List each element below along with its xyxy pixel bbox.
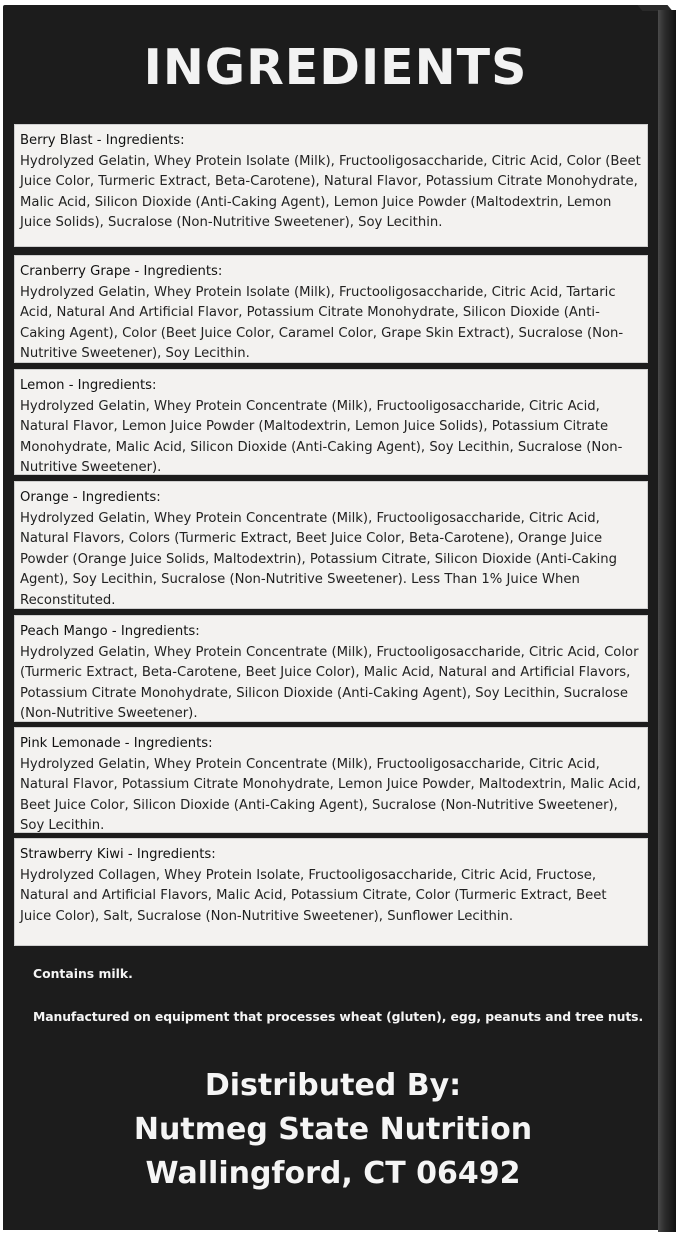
facility-note: Manufactured on equipment that processes wheat (gluten), egg, peanuts and tree nuts. — [33, 1009, 644, 1024]
distributor-company: Nutmeg State Nutrition — [133, 1112, 533, 1147]
ingredients-panel-peach-mango — [14, 615, 648, 722]
ingredients-panel-orange — [14, 481, 648, 609]
panel-text: Hydrolyzed Gelatin, Whey Protein Concentrate (Milk), Fructooligosaccharide, Citric Acid, Natural Flavor, Lemon Juice Powder (Maltodextrin, Lemon Juice Solids), Potassium Citrate Monohydrate, Malic Acid, Silicon Dioxide (Anti-Caking Agent), Soy Lecithin, Sucralose (Non-Nutritive Sweetener). — [20, 398, 623, 476]
panel-title: Pink Lemonade - Ingredients: — [20, 736, 213, 751]
ingredients-panel-berry-blast — [14, 124, 648, 247]
panel-text: Hydrolyzed Gelatin, Whey Protein Concentrate (Milk), Fructooligosaccharide, Citric Acid, Natural Flavor, Potassium Citrate Monohydrate, Lemon Juice Powder, Maltodextrin, Malic Acid, Beet Juice Color, Silicon Dioxide (Anti-Caking Agent), Sucralose (Non-Nutritive Sweetener), Soy Lecithin. — [20, 756, 641, 834]
ingredients-heading: INGREDIENTS — [143, 39, 528, 96]
ingredients-panel-cranberry-grape — [14, 255, 648, 363]
panel-title: Lemon - Ingredients: — [20, 378, 157, 393]
distributor-label: Distributed By: — [204, 1068, 462, 1103]
ingredients-panel-pink-lemonade — [14, 727, 648, 833]
panel-text: Hydrolyzed Gelatin, Whey Protein Isolate (Milk), Fructooligosaccharide, Citric Acid, Tartaric Acid, Natural And Artificial Flavor, Potassium Citrate Monohydrate, Silicon Dioxide (Anti-Caking Agent), Color (Beet Juice Color, Caramel Color, Grape Skin Extract), Sucralose (Non-Nutritive Sweetener), Soy Lecithin. — [20, 284, 624, 362]
panel-text: Hydrolyzed Gelatin, Whey Protein Concentrate (Milk), Fructooligosaccharide, Citric Acid, Color (Turmeric Extract, Beta-Carotene, Beet Juice Color), Malic Acid, Natural and Artificial Flavors, Potassium Citrate Monohydrate, Silicon Dioxide (Anti-Caking Agent), Soy Lecithin, Sucralose (Non-Nutritive Sweetener). — [20, 644, 639, 722]
ingredients-panel-strawberry-kiwi — [14, 838, 648, 946]
allergen-note: Contains milk. — [33, 966, 133, 981]
panel-title: Orange - Ingredients: — [20, 490, 161, 505]
panel-text: Hydrolyzed Gelatin, Whey Protein Concentrate (Milk), Fructooligosaccharide, Citric Acid, Natural Flavors, Colors (Turmeric Extract, Beet Juice Color, Beta-Carotene), Orange Juice Powder (Orange Juice Solids, Maltodextrin), Potassium Citrate, Silicon Dioxide (Anti-Caking Agent), Soy Lecithin, Sucralose (Non-Nutritive Sweetener). Less Than 1% Juice When Reconstituted. — [20, 510, 618, 608]
panel-text: Hydrolyzed Gelatin, Whey Protein Isolate (Milk), Fructooligosaccharide, Citric Acid, Color (Beet Juice Color, Turmeric Extract, Beta-Carotene), Natural Flavor, Potassium Citrate Monohydrate, Malic Acid, Silicon Dioxide (Anti-Caking Agent), Lemon Juice Powder (Maltodextrin, Lemon Juice Solids), Sucralose (Non-Nutritive Sweetener), Soy Lecithin. — [20, 153, 641, 231]
panel-title: Berry Blast - Ingredients: — [20, 133, 185, 148]
distributor-address: Wallingford, CT 06492 — [145, 1156, 521, 1191]
package-side-edge — [658, 10, 676, 1232]
panel-title: Cranberry Grape - Ingredients: — [20, 264, 223, 279]
ingredients-panel-lemon — [14, 369, 648, 475]
panel-title: Peach Mango - Ingredients: — [20, 624, 200, 639]
panel-text: Hydrolyzed Collagen, Whey Protein Isolate, Fructooligosaccharide, Citric Acid, Fructose, Natural and Artificial Flavors, Malic Acid, Potassium Citrate, Color (Turmeric Extract, Beet Juice Color), Salt, Sucralose (Non-Nutritive Sweetener), Sunflower Lecithin. — [20, 867, 607, 924]
panel-title: Strawberry Kiwi - Ingredients: — [20, 847, 216, 862]
